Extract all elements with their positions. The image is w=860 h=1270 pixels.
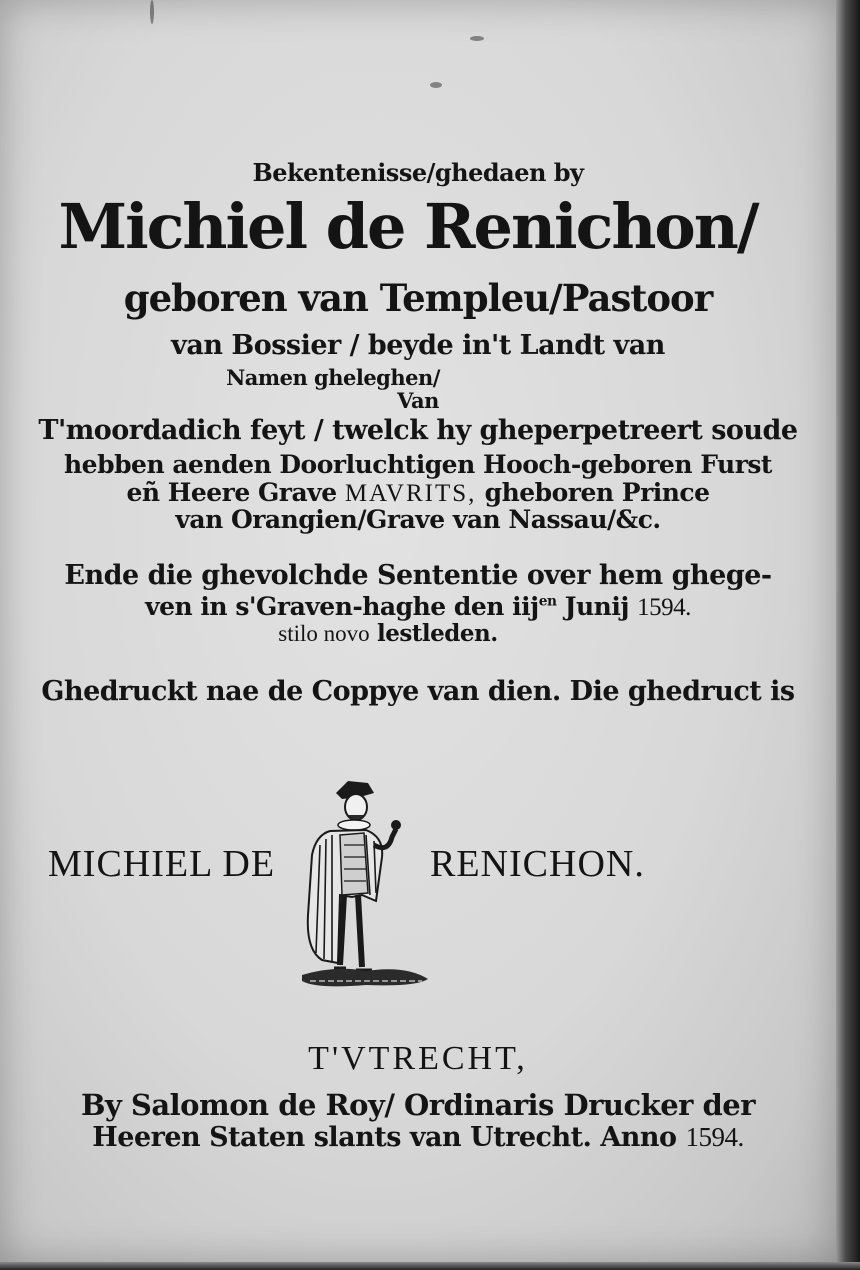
page-edge-shadow xyxy=(836,0,860,1270)
imprint-year-text: 1594. xyxy=(685,1122,744,1152)
title-line-stilo-novo xyxy=(0,620,806,647)
date-superscript: en xyxy=(538,593,557,610)
imprint-heeren-staten xyxy=(0,1122,836,1153)
title-line-ghedruckt: Ghedruckt nae de Coppye van dien. Die ghedruct is xyxy=(41,676,795,707)
title-line-graven-haghe xyxy=(0,592,836,622)
title-name-michiel-de-renichon: Michiel de Renichon/ xyxy=(58,190,758,263)
title-line-heere-grave xyxy=(0,478,836,508)
woodcut-figure-image xyxy=(296,775,436,1000)
title-line-van: Van xyxy=(397,388,439,413)
title-line-bekentenisse: Bekentenisse/ghedaen by xyxy=(252,158,584,187)
title-line-orangien: van Orangien/Grave van Nassau/&c. xyxy=(175,505,661,534)
title-line-van-bossier: van Bossier / beyde in't Landt van xyxy=(171,330,665,361)
junij-text: Junij xyxy=(564,592,629,621)
lestleden-text: lestleden. xyxy=(376,620,498,647)
maurits-text: MAVRITS, xyxy=(344,480,477,507)
heere-grave-text: eñ Heere Grave xyxy=(126,478,337,507)
ink-blot xyxy=(150,0,154,24)
title-line-geboren: geboren van Templeu/Pastoor xyxy=(123,276,713,320)
imprint-printer: By Salomon de Roy/ Ordinaris Drucker der xyxy=(80,1088,756,1122)
title-line-moordadich: T'moordadich feyt / twelck hy gheperpetreert soude xyxy=(38,415,798,446)
woodcut-caption-right: RENICHON. xyxy=(430,843,645,885)
woodcut-caption-left: MICHIEL DE xyxy=(48,843,276,885)
prince-text: gheboren Prince xyxy=(484,478,710,507)
heeren-staten-text: Heeren Staten slants van Utrecht. Anno xyxy=(92,1122,677,1153)
year-1594-text: 1594. xyxy=(637,594,691,621)
stilo-novo-text: stilo novo xyxy=(278,621,370,646)
imprint-city: T'VTRECHT, xyxy=(308,1040,528,1077)
title-line-namen: Namen gheleghen/ xyxy=(226,365,440,390)
ink-blot xyxy=(470,36,484,41)
page-bottom-edge xyxy=(0,1262,860,1270)
title-line-ende: Ende die ghevolchde Sententie over hem ghege- xyxy=(64,560,772,591)
title-line-hebben: hebben aenden Doorluchtigen Hooch-geboren Furst xyxy=(64,450,772,479)
ink-blot xyxy=(430,82,442,88)
graven-haghe-text: ven in s'Graven-haghe den iij xyxy=(145,592,539,621)
